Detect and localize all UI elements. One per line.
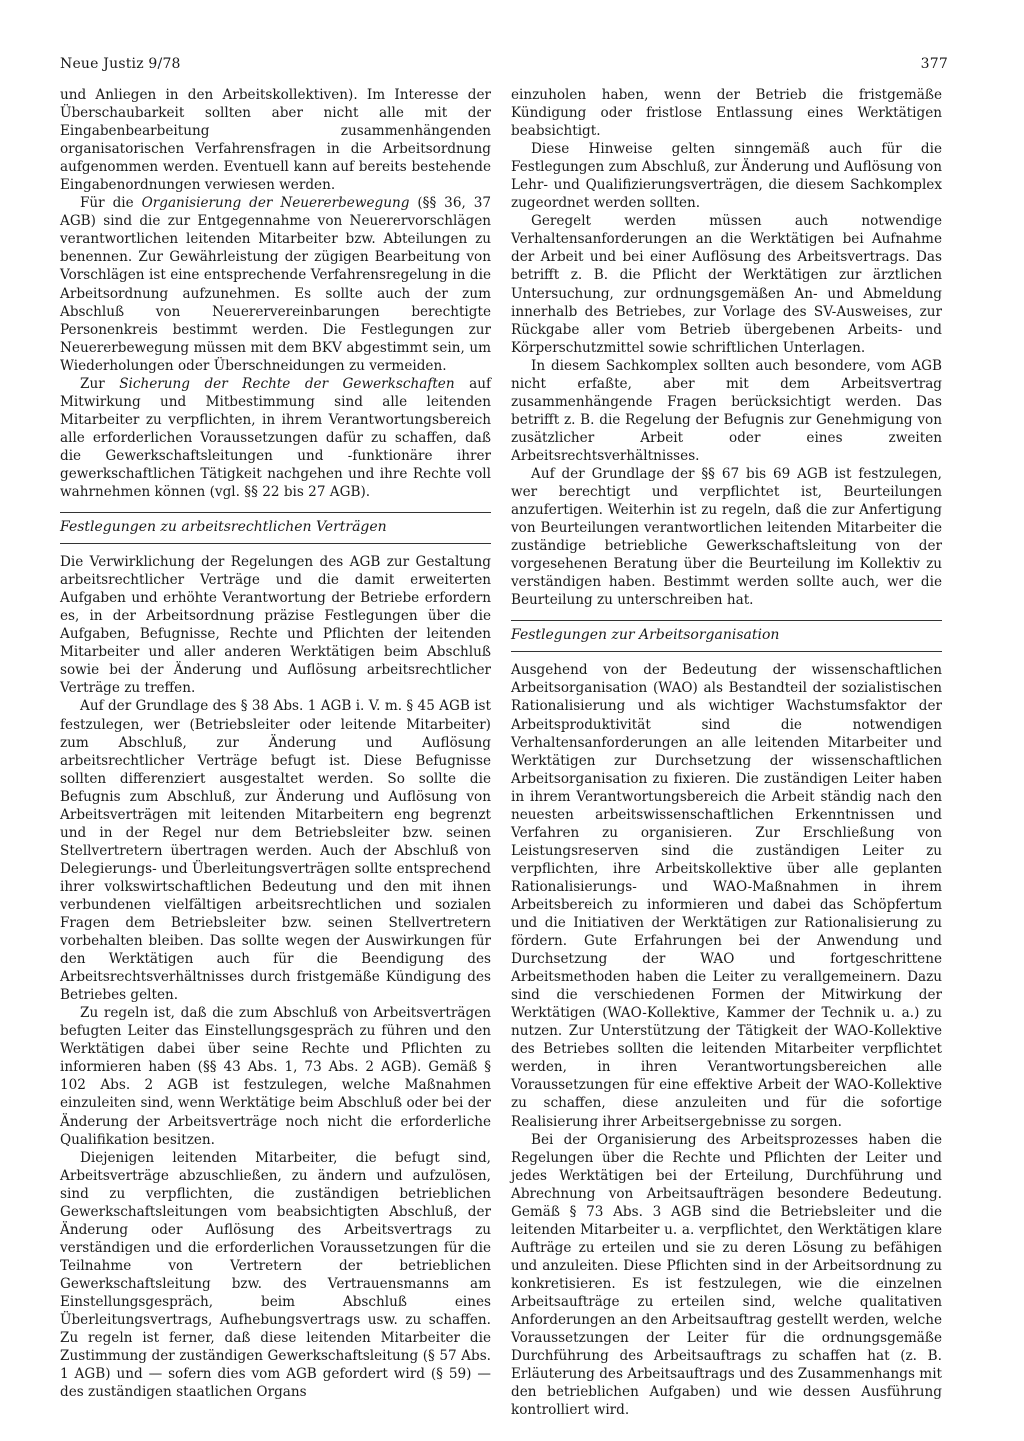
paragraph: In diesem Sachkomplex sollten auch besondere, vom AGB nicht erfaßte, aber mit dem Arbeitsvertrag zusammenhängende Fragen berücksichtigt werden. Das betrifft z. B. die Regelung der Befugnis zur Genehmigung von zusätzlicher Arbeit oder eines zweiten Arbeitsrechtsverhältnisses. <box>511 357 942 464</box>
journal-title: Neue Justiz 9/78 <box>60 56 181 72</box>
paragraph-neuererbewegung <box>60 194 491 374</box>
paragraph: Diese Hinweise gelten sinngemäß auch für die Festlegungen zum Abschluß, zur Änderung und Auflösung von Lehr- und Qualifizierungsverträgen, die diesem Sachkomplex zugeordnet werden sollten. <box>511 141 942 212</box>
paragraph: und Anliegen in den Arbeitskollektiven). Im Interesse der Überschaubarkeit sollten aber nicht alle mit der Eingabenbearbeitung zusammenhängenden organisatorischen Verfahrensfragen in die Arbeitsordnung aufgenommen werden. Eventuell kann auf bereits bestehende Eingabenordnungen verwiesen werden. <box>60 87 491 194</box>
section-heading: Festlegungen zur Arbeitsorganisation <box>511 620 942 652</box>
paragraph: Geregelt werden müssen auch notwendige Verhaltensanforderungen an die Werktätigen bei Aufnahme der Arbeit und bei einer Auflösung des Arbeitsvertrags. Das betrifft z. B. die Pflicht der Werktätigen zur ärztlichen Untersuchung, zur ordnungsgemäßen An- und Abmeldung innerhalb des Betriebes, zur Vorlage des SV-Ausweises, zur Rückgabe aller vom Betrieb übergebenen Arbeits- und Körperschutzmittel sowie schriftlichen Unterlagen. <box>511 213 942 356</box>
text-span: (§§ 36, 37 AGB) sind die zur Entgegennahme von Neuerervorschlägen verantwortlichen leitenden Mitarbeiter bzw. Abteilungen zu benennen. Zur Gewährleistung der zügigen Bearbeitung von Vorschlägen ist eine entsprechende Verfahrensregelung in die Arbeitsordnung aufzunehmen. Es sollte auch der zum Abschluß von Neuerervereinbarungen berechtigte Personenkreis bestimmt werden. Die Festlegungen zur Neuererbewegung müssen mit dem BKV abgestimmt sein, um Wiederholungen oder Überschneidungen zu vermeiden. <box>60 195 491 374</box>
paragraph: einzuholen haben, wenn der Betrieb die fristgemäße Kündigung oder fristlose Entlassung eines Werktätigen beabsichtigt. <box>511 87 942 140</box>
paragraph: Diejenigen leitenden Mitarbeiter, die befugt sind, Arbeitsverträge abzuschließen, zu ändern und aufzulösen, sind zu verpflichten, die zuständigen betrieblichen Gewerkschaftsleitungen vom beabsichtigten Abschluß, der Änderung oder Auflösung des Arbeitsvertrags zu verständigen und die erforderlichen Voraussetzungen für die Teilnahme von Vertretern der betrieblichen Gewerkschaftsleitung bzw. des Vertrauensmanns am Einstellungsgespräch, beim Abschluß eines Überleitungsvertrags, Aufhebungsvertrags usw. zu schaffen. Zu regeln ist ferner, daß diese leitenden Mitarbeiter die Zustimmung der zuständigen Gewerkschaftsleitung (§ 57 Abs. 1 AGB) und — sofern dies vom AGB gefordert wird (§ 59) — des zuständigen staatlichen Organs <box>60 1149 491 1401</box>
text-span: Zur <box>80 375 120 392</box>
paragraph-gewerkschaften <box>60 375 491 501</box>
paragraph: Ausgehend von der Bedeutung der wissenschaftlichen Arbeitsorganisation (WAO) als Bestandteil der sozialistischen Rationalisierung und als wichtiger Wachstumsfaktor der Arbeitsproduktivität sind die notwendigen Verhaltensanforderungen an alle leitenden Mitarbeiter und Werktätigen zur Durchsetzung der wissenschaftlichen Arbeitsorganisation zu fixieren. Die zuständigen Leiter haben in ihrem Verantwortungsbereich die Arbeit ständig nach den neuesten arbeitswissenschaftlichen Erkenntnissen und Verfahren zu organisieren. Zur Erschließung von Leistungsreserven sind die zuständigen Leiter zu verpflichten, ihre Arbeitskollektive über alle geplanten Rationalisierungs- und WAO-Maßnahmen in ihrem Arbeitsbereich zu informieren und dabei das Schöpfertum und die Initiativen der Werktätigen zur Rationalisierung zu fördern. Gute Erfahrungen bei der Anwendung und Durchsetzung der WAO und fortgeschrittene Arbeitsmethoden haben die Leiter zu verallgemeinern. Dazu sind die verschiedenen Formen der Mitwirkung der Werktätigen (WAO-Kollektive, Kammer der Technik u. a.) zu nutzen. Zur Unterstützung der Tätigkeit der WAO-Kollektive des Betriebes sollten die leitenden Mitarbeiter verpflichtet werden, in ihren Verantwortungsbereichen alle Voraussetzungen für eine effektive Arbeit der WAO-Kollektive zu schaffen, diese anzuleiten und für die sofortige Realisierung ihrer Arbeitsergebnisse zu sorgen. <box>511 662 942 1130</box>
left-column <box>60 86 491 1401</box>
emphasis: Organisierung der Neuererbewegung <box>141 195 410 212</box>
paragraph: Zu regeln ist, daß die zum Abschluß von Arbeitsverträgen befugten Leiter das Einstellungsgespräch zu führen und den Werktätigen dabei über seine Rechte und Pflichten zu informieren haben (§§ 43 Abs. 1, 73 Abs. 2 AGB). Gemäß § 102 Abs. 2 AGB ist festzulegen, welche Maßnahmen einzuleiten sind, wenn Werktätige beim Abschluß oder bei der Änderung der Arbeitsverträge noch nicht die erforderliche Qualifikation besitzen. <box>60 1005 491 1148</box>
paragraph: Auf der Grundlage des § 38 Abs. 1 AGB i. V. m. § 45 AGB ist festzulegen, wer (Betriebsleiter oder leitende Mitarbeiter) zum Abschluß, zur Änderung und Auflösung arbeitsrechtlicher Verträge befugt ist. Diese Befugnisse sollten differenziert ausgestaltet werden. So sollte die Befugnis zum Abschluß, zur Änderung und Auflösung von Arbeitsverträgen mit leitenden Mitarbeitern eng begrenzt und in der Regel nur dem Betriebsleiter bzw. seinen Stellvertretern übertragen werden. Auch der Abschluß von Delegierungs- und Überleitungsverträgen sollte entsprechend ihrer volkswirtschaftlichen Bedeutung und den mit ihnen verbundenen vielfältigen arbeitsrechtlichen und sozialen Fragen dem Betriebsleiter bzw. seinen Stellvertretern vorbehalten bleiben. Das sollte wegen der Auswirkungen für den Werktätigen auch für die Beendigung des Arbeitsrechtsverhältnisses durch fristgemäße Kündigung des Betriebes gelten. <box>60 698 491 1004</box>
right-column <box>511 86 942 1419</box>
paragraph: Bei der Organisierung des Arbeitsprozesses haben die Regelungen über die Rechte und Pflichten der Leiter und jedes Werktätigen bei der Erteilung, Durchführung und Abrechnung von Arbeitsaufträgen besondere Bedeutung. Gemäß § 73 Abs. 3 AGB sind die Betriebsleiter und die leitenden Mitarbeiter u. a. verpflichtet, den Werktätigen klare Aufträge zu erteilen und sie zu deren Lösung zu befähigen und anzuleiten. Diese Pflichten sind in der Arbeitsordnung zu konkretisieren. Es ist festzulegen, wie die einzelnen Arbeitsaufträge zu erteilen sind, welche qualitativen Anforderungen an den Arbeitsauftrag gestellt werden, welche Voraussetzungen der Leiter für die ordnungsgemäße Durchführung des Arbeitsauftrags zu schaffen hat (z. B. Erläuterung des Arbeitsauftrags und des Zusammenhangs mit den betrieblichen Aufgaben) und wie dessen Ausführung kontrolliert wird. <box>511 1131 942 1419</box>
section-heading: Festlegungen zu arbeitsrechtlichen Verträgen <box>60 512 491 544</box>
paragraph: Auf der Grundlage der §§ 67 bis 69 AGB ist festzulegen, wer berechtigt und verpflichtet ist, Beurteilungen anzufertigen. Weiterhin ist zu regeln, daß die zur Anfertigung von Beurteilungen verantwortlichen leitenden Mitarbeiter die zuständige betriebliche Gewerkschaftsleitung von der vorgesehenen Beratung über die Beurteilung im Kollektiv zu verständigen haben. Bestimmt werden sollte auch, wer die Beurteilung zu unterschreiben hat. <box>511 465 942 609</box>
text-span: Für die <box>80 195 142 212</box>
text-span: auf Mitwirkung und Mitbestimmung sind alle leitenden Mitarbeiter zu verpflichten, in ihrem Verantwortungsbereich alle erforderlichen Voraussetzungen dafür zu schaffen, daß die Gewerkschaftsleitungen und -funktionäre ihrer gewerkschaftlichen Tätigkeit nachgehen und ihre Rechte voll wahrnehmen können (vgl. §§ 22 bis 27 AGB). <box>60 375 491 501</box>
paragraph: Die Verwirklichung der Regelungen des AGB zur Gestaltung arbeitsrechtlicher Verträge und die damit erweiterten Aufgaben und erhöhte Verantwortung der Betriebe erfordern es, in der Arbeitsordnung präzise Festlegungen über die Aufgaben, Befugnisse, Rechte und Pflichten der leitenden Mitarbeiter und aller anderen Werktätigen beim Abschluß sowie bei der Änderung und Auflösung arbeitsrechtlicher Verträge zu treffen. <box>60 554 491 697</box>
page-number: 377 <box>920 56 948 72</box>
running-header <box>60 56 948 74</box>
emphasis: Sicherung der Rechte der Gewerkschaften <box>119 375 455 392</box>
